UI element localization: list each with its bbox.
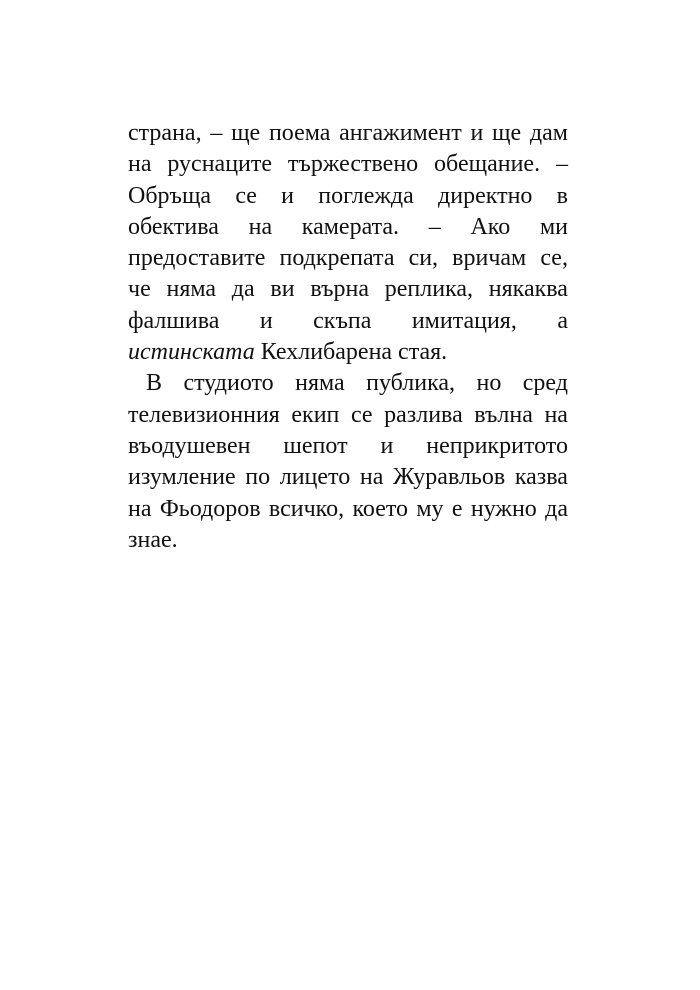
text-line-last xyxy=(128,525,568,556)
text-line xyxy=(128,431,568,462)
word: и xyxy=(259,307,273,334)
word: руснаците xyxy=(167,151,273,178)
text-line xyxy=(128,306,568,337)
word: на xyxy=(359,464,384,491)
paragraph-1 xyxy=(128,118,568,368)
word: си, xyxy=(408,245,439,272)
word: на xyxy=(248,213,273,240)
word: и xyxy=(380,432,394,459)
word: шепот xyxy=(283,432,348,459)
text-line-last xyxy=(128,337,568,368)
word: лицето xyxy=(279,464,351,491)
word: въодушевен xyxy=(128,432,251,459)
word: сред xyxy=(522,370,568,397)
word: е xyxy=(451,495,463,522)
word: обещание. xyxy=(434,151,541,178)
word: предоставите xyxy=(128,245,266,272)
word: В xyxy=(146,370,163,397)
word: вълна xyxy=(474,401,533,428)
word: страна, xyxy=(128,120,202,146)
word: вричам xyxy=(452,245,527,272)
text-line xyxy=(128,274,568,305)
word: нужно xyxy=(470,495,537,522)
text-line xyxy=(128,462,568,493)
word: ви xyxy=(270,276,295,303)
word: по xyxy=(245,464,271,491)
word: имитация, xyxy=(411,307,517,334)
word: камерата. xyxy=(301,213,400,240)
word: няма xyxy=(166,276,217,303)
word: тържествено xyxy=(287,151,419,178)
word: – xyxy=(555,151,568,178)
word: да xyxy=(545,495,568,522)
word: Обръща xyxy=(128,182,212,209)
word: подкрепата xyxy=(279,245,395,272)
text-line xyxy=(128,400,568,431)
word: телевизионния xyxy=(128,401,280,428)
word: няма xyxy=(295,370,345,397)
word: и xyxy=(281,182,295,209)
word: ще xyxy=(231,120,261,146)
word: дам xyxy=(529,120,568,146)
word: неприкритото xyxy=(426,432,568,459)
word: – xyxy=(428,213,441,240)
word: но xyxy=(476,370,502,397)
word: а xyxy=(557,307,568,334)
word: на xyxy=(128,495,152,522)
word: че xyxy=(128,276,151,303)
paragraph-2 xyxy=(128,368,568,556)
word: ми xyxy=(539,213,568,240)
word: Ако xyxy=(470,213,511,240)
text-line xyxy=(128,181,568,212)
word: да xyxy=(231,276,255,303)
word: поглежда xyxy=(318,182,414,209)
word: поема xyxy=(268,120,331,146)
word: скъпа xyxy=(313,307,372,334)
word: което xyxy=(352,495,409,522)
word: изумление xyxy=(128,464,236,491)
word: реплика, xyxy=(384,276,474,303)
word: на xyxy=(128,151,152,178)
word: директно xyxy=(438,182,533,209)
word: Журавльов xyxy=(392,464,506,491)
word: на xyxy=(544,401,568,428)
word: се xyxy=(350,401,373,428)
text-line xyxy=(128,243,568,274)
word: се, xyxy=(540,245,568,272)
word: публика, xyxy=(366,370,456,397)
word: студиото xyxy=(183,370,274,397)
word: – xyxy=(210,120,223,146)
word: ангажимент xyxy=(339,120,462,146)
text-line xyxy=(128,118,568,149)
italic-word: истинската xyxy=(128,339,255,366)
text-line xyxy=(128,149,568,180)
word: обектива xyxy=(128,213,219,240)
text-line xyxy=(128,494,568,525)
word: ще xyxy=(492,120,522,146)
word: някаква xyxy=(488,276,568,303)
word: и xyxy=(470,120,484,146)
text-line xyxy=(128,212,568,243)
word: в xyxy=(556,182,568,209)
word: казва xyxy=(514,464,568,491)
word: екип xyxy=(291,401,340,428)
word: се xyxy=(235,182,257,209)
word: разлива xyxy=(384,401,463,428)
line-text: знае. xyxy=(128,526,178,553)
word: фалшива xyxy=(128,307,220,334)
word: му xyxy=(416,495,444,522)
word: Фьодоров xyxy=(159,495,261,522)
text-line xyxy=(128,368,568,399)
body-text xyxy=(128,118,568,556)
line-text: Кехлибарена стая. xyxy=(254,339,448,366)
word: върна xyxy=(310,276,369,303)
word: всичко, xyxy=(268,495,345,522)
